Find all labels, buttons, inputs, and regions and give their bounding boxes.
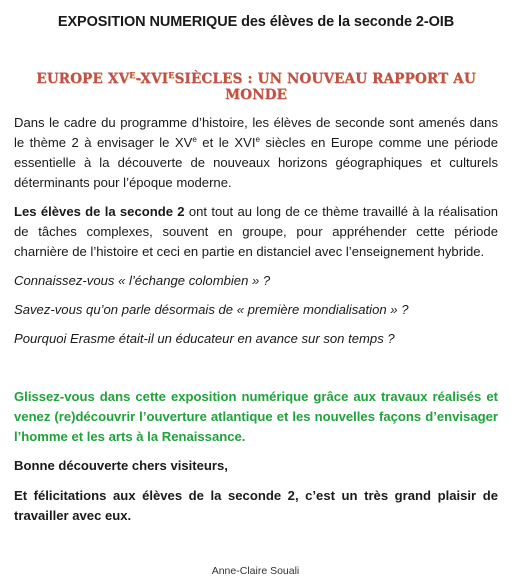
heading-part-3: SIÈCLES : UN NOUVEAU RAPPORT AU MONDE [174,71,476,103]
document-title: EXPOSITION NUMERIQUE des élèves de la seconde 2-OIB [57,14,455,30]
thanks-paragraph: Et félicitations aux élèves de la seconde 2, c’est un très grand plaisir de travailler avec eux. [14,488,498,523]
question-3: Pourquoi Erasme était-il un éducateur en avance sur son temps ? [14,331,395,346]
heading-sup-1: E [129,70,136,80]
intro-paragraph [14,113,498,193]
signature: Anne-Claire Souali [211,565,300,577]
intro-text-1: Dans le cadre du programme d’histoire, les élèves de seconde sont amenés dans le thème 2 à envisager le XV [14,115,498,150]
section-heading [14,71,498,103]
question-2: Savez-vous qu’on parle désormais de « première mondialisation » ? [14,302,409,317]
work-text: ont tout au long de ce thème travaillé à la réalisation de tâches complexes, souvent en groupe, pour appréhender cette période charnière de l’histoire et ceci en partie en distanciel avec l’enseignement hybride. [14,204,499,259]
invitation-paragraph: Glissez-vous dans cette exposition numérique grâce aux travaux réalisés et venez (re)découvrir l’ouverture atlantique et les nouvelles façons d’envisager l’homme et les arts à la Renaissance. [14,389,498,444]
heading-part-2: -XVI [135,71,169,87]
work-lead: Les élèves de la seconde 2 [14,204,185,219]
intro-text-3: siècles en Europe comme une période essentielle à la découverte de nouveaux horizons géographiques et culturels déterminants pour l’époque moderne. [14,135,498,190]
intro-text-2: et le XVI [196,135,256,150]
heading-part-1: EUROPE XV [36,71,130,87]
intro-sup-1: e [192,135,197,144]
intro-sup-2: e [255,135,260,144]
greeting-line: Bonne découverte chers visiteurs, [14,458,228,473]
question-1: Connaissez-vous « l’échange colombien » ? [14,273,271,288]
work-paragraph [14,202,498,262]
heading-sup-2: E [168,70,175,80]
